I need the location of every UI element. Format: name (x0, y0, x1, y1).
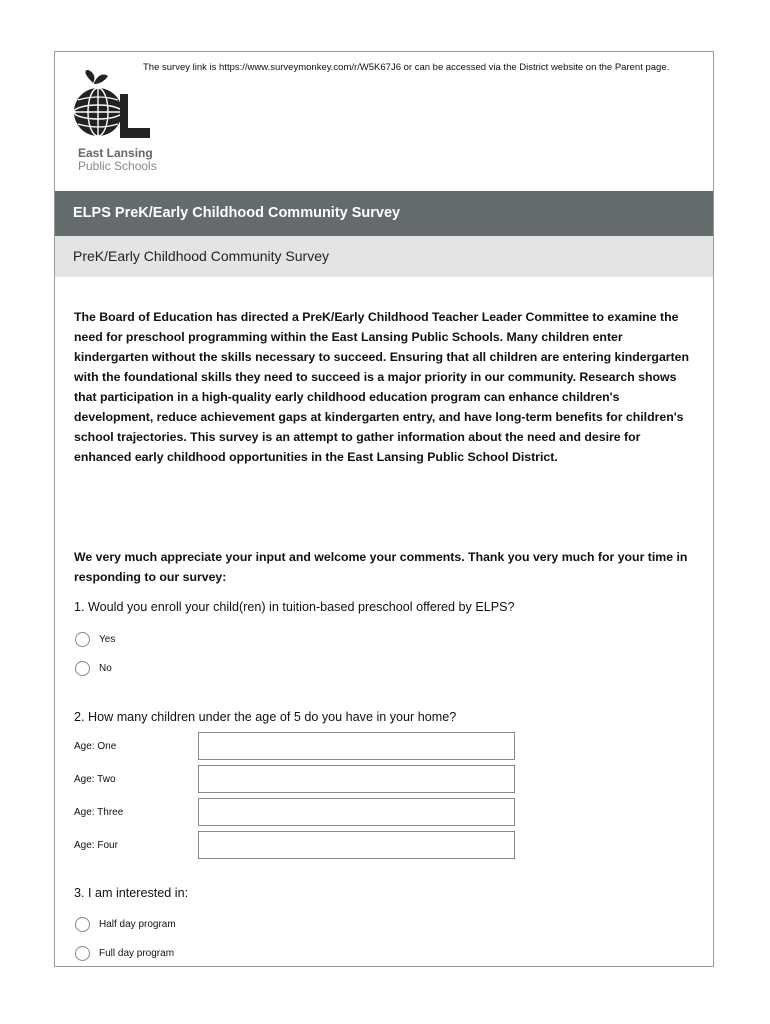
logo-text (78, 147, 157, 173)
age-three-label: Age: Three (74, 807, 124, 818)
option-label: No (99, 662, 112, 674)
logo-line-1: East Lansing (78, 146, 153, 160)
survey-title-bar: ELPS PreK/Early Childhood Community Survey (55, 191, 713, 236)
apple-leaf-icon (85, 70, 94, 83)
question-2: 2. How many children under the age of 5 do you have in your home? (74, 710, 457, 724)
age-four-input[interactable] (198, 831, 515, 859)
intro-paragraph: The Board of Education has directed a PreK/Early Childhood Teacher Leader Committee to examine the need for preschool programming within the East Lansing Public Schools. Many children enter kindergarten without the skills necessary to succeed. Ensuring that all children are entering kindergarten with the foundational skills they need to succeed is a major priority in our community. Research shows that participation in a high-quality early childhood education program can enhance children's development, reduce achievement gaps at kindergarten entry, and have long-term benefits for children's school trajectories. This survey is an attempt to gather information about the need and desire for enhanced early childhood opportunities in the East Lansing Public School District. (74, 310, 690, 464)
age-three-input[interactable] (198, 798, 515, 826)
radio-button[interactable] (75, 632, 90, 647)
option-label: Full day program (99, 947, 175, 959)
question-1: 1. Would you enroll your child(ren) in tuition-based preschool offered by ELPS? (74, 600, 515, 614)
q3-option-full-day[interactable] (74, 943, 174, 963)
q1-option-no[interactable] (74, 658, 112, 678)
logo-line-2: Public Schools (78, 159, 157, 173)
q3-option-half-day[interactable] (74, 914, 176, 934)
age-two-label: Age: Two (74, 774, 116, 785)
survey-subtitle-bar: PreK/Early Childhood Community Survey (55, 236, 713, 277)
apple-leaf-icon (94, 74, 108, 84)
radio-button[interactable] (75, 917, 90, 932)
age-one-label: Age: One (74, 741, 117, 752)
option-label: Half day program (99, 918, 176, 930)
option-label: Yes (99, 633, 116, 645)
q1-option-yes[interactable] (74, 629, 115, 649)
age-two-input[interactable] (198, 765, 515, 793)
survey-link-note: The survey link is https://www.surveymonkey.com/r/W5K67J6 or can be accessed via the District website on the Parent page. (143, 62, 670, 73)
radio-button[interactable] (75, 946, 90, 961)
letter-l-icon (120, 94, 150, 138)
page-frame (54, 51, 714, 967)
radio-button[interactable] (75, 661, 90, 676)
question-3: 3. I am interested in: (74, 886, 189, 900)
age-one-input[interactable] (198, 732, 515, 760)
apple-globe-icon (74, 70, 122, 136)
thanks-paragraph: We very much appreciate your input and welcome your comments. Thank you very much for your time in responding to our survey: (74, 550, 688, 584)
age-four-label: Age: Four (74, 840, 118, 851)
